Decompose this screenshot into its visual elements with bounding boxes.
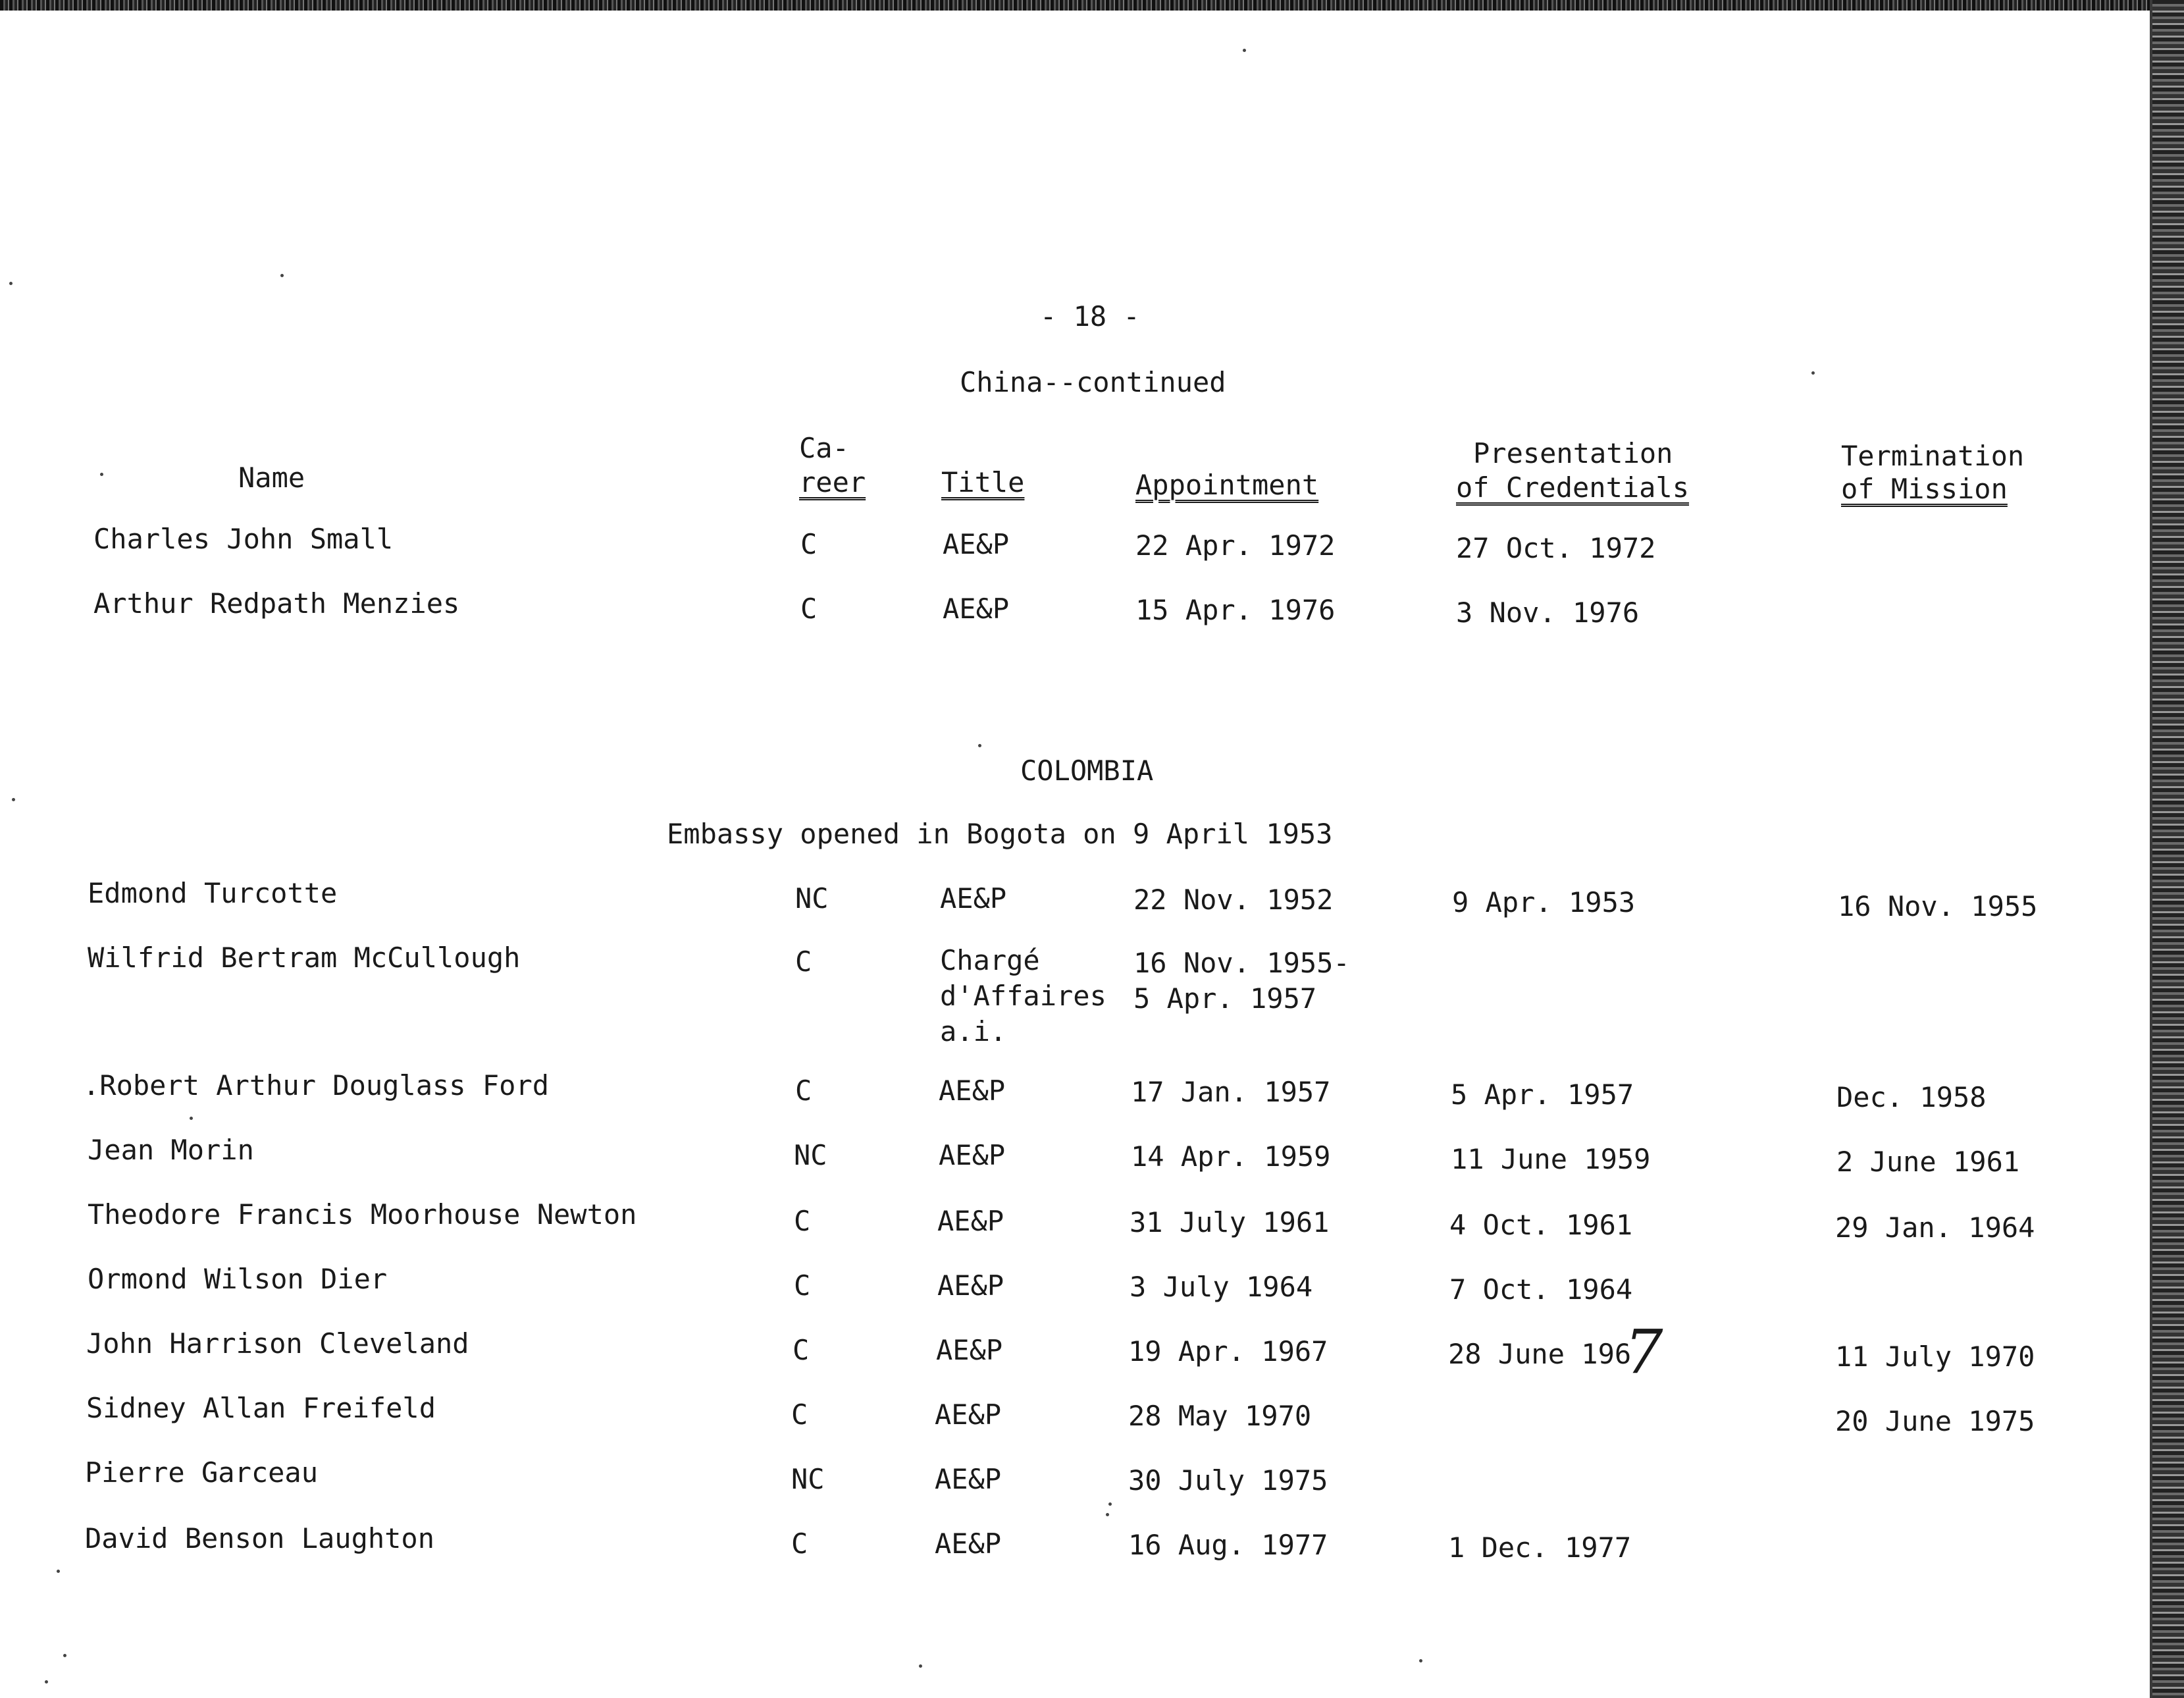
scan-speck	[978, 744, 981, 747]
row-name: Arthur Redpath Menzies	[93, 587, 460, 620]
row-termination: 2 June 1961	[1836, 1146, 2020, 1178]
scan-speck	[1108, 1502, 1112, 1506]
row-termination: 11 July 1970	[1835, 1340, 2035, 1373]
row-name: David Benson Laughton	[85, 1522, 435, 1554]
row-presentation: 1 Dec. 1977	[1448, 1531, 1632, 1564]
col-header-career-line2: reer	[799, 466, 866, 498]
row-appointment: 16 Aug. 1977	[1128, 1529, 1328, 1561]
row-career: NC	[791, 1463, 825, 1495]
row-career: NC	[795, 882, 829, 915]
row-appointment: 31 July 1961	[1130, 1206, 1330, 1238]
row-appointment: 14 Apr. 1959	[1131, 1140, 1331, 1173]
row-career: C	[795, 1075, 812, 1107]
row-name: Sidney Allan Freifeld	[86, 1392, 436, 1424]
row-career: C	[800, 528, 818, 560]
scan-right-shadow	[2150, 0, 2152, 1698]
row-name: John Harrison Cleveland	[86, 1327, 469, 1360]
col-header-termination-line1: Termination	[1841, 440, 2025, 472]
row-name: Pierre Garceau	[85, 1456, 319, 1489]
scan-speck	[919, 1664, 922, 1668]
row-termination: Dec. 1958	[1836, 1081, 1987, 1113]
row-appointment: 17 Jan. 1957	[1131, 1076, 1331, 1108]
scan-speck	[1106, 1513, 1109, 1516]
col-header-presentation-line2: of Credentials	[1456, 471, 1690, 504]
handwritten-correction: 7	[1625, 1317, 1663, 1387]
scan-speck	[100, 473, 103, 476]
row-title: AE&P	[937, 1205, 1004, 1237]
row-appointment: 15 Apr. 1976	[1135, 594, 1336, 626]
row-career: C	[800, 593, 818, 625]
col-header-presentation-line1: Presentation	[1473, 437, 1673, 469]
row-presentation: 3 Nov. 1976	[1456, 597, 1640, 629]
row-name: Charles John Small	[93, 523, 394, 555]
row-title: AE&P	[939, 1075, 1006, 1107]
row-career: NC	[794, 1139, 827, 1171]
scan-right-edge	[2152, 0, 2184, 1698]
row-title: AE&P	[937, 1269, 1004, 1302]
row-title: AE&P	[943, 593, 1010, 625]
row-appointment: 22 Apr. 1972	[1135, 529, 1336, 562]
row-name: Jean Morin	[88, 1134, 254, 1166]
row-name: Wilfrid Bertram McCullough	[88, 942, 521, 974]
row-presentation: 7 Oct. 1964	[1449, 1273, 1633, 1306]
col-header-name: Name	[238, 462, 305, 494]
row-title: AE&P	[935, 1463, 1002, 1495]
col-header-appointment: Appointment	[1135, 469, 1319, 501]
row-name: Ormond Wilson Dier	[88, 1263, 388, 1295]
row-name: Theodore Francis Moorhouse Newton	[88, 1198, 637, 1231]
row-termination: 20 June 1975	[1835, 1405, 2035, 1437]
row-career: C	[794, 1205, 811, 1237]
row-appointment: 30 July 1975	[1128, 1464, 1328, 1497]
row-title: Chargé d'Affaires a.i.	[940, 944, 1106, 1048]
row-title: AE&P	[940, 882, 1007, 915]
row-career: C	[793, 1334, 810, 1366]
col-header-career-line1: Ca-	[799, 432, 849, 464]
scan-speck	[9, 282, 13, 285]
scan-top-edge	[0, 0, 2184, 11]
row-presentation: 28 June 196	[1448, 1338, 1632, 1370]
row-appointment: 3 July 1964	[1130, 1271, 1313, 1303]
row-career: C	[794, 1269, 811, 1302]
scan-speck	[63, 1654, 66, 1657]
page-number: - 18 -	[1040, 300, 1140, 332]
row-title: AE&P	[936, 1334, 1003, 1366]
row-career: C	[791, 1398, 808, 1431]
row-appointment: 22 Nov. 1952	[1133, 884, 1334, 916]
row-presentation: 4 Oct. 1961	[1449, 1209, 1633, 1241]
scan-speck	[190, 1117, 193, 1120]
scan-speck	[45, 1680, 48, 1684]
row-presentation: 5 Apr. 1957	[1451, 1078, 1634, 1111]
col-header-termination-line2: of Mission	[1841, 473, 2008, 505]
row-presentation: 11 June 1959	[1451, 1143, 1651, 1175]
row-presentation: 27 Oct. 1972	[1456, 532, 1656, 564]
china-heading: China--continued	[960, 366, 1226, 398]
row-appointment: 19 Apr. 1967	[1128, 1335, 1328, 1367]
scan-speck	[1243, 49, 1246, 52]
row-title: AE&P	[935, 1398, 1002, 1431]
scan-speck	[1811, 371, 1815, 375]
scan-speck	[57, 1570, 60, 1573]
scan-speck	[12, 798, 15, 801]
colombia-heading: COLOMBIA	[1020, 755, 1154, 787]
row-career: C	[791, 1527, 808, 1560]
row-title: AE&P	[943, 528, 1010, 560]
colombia-subheading: Embassy opened in Bogota on 9 April 1953	[667, 818, 1333, 850]
row-termination: 29 Jan. 1964	[1835, 1211, 2035, 1244]
row-name: Edmond Turcotte	[88, 877, 338, 909]
col-header-title: Title	[941, 466, 1025, 498]
row-appointment: 28 May 1970	[1128, 1400, 1312, 1432]
scan-speck	[280, 274, 284, 277]
scan-speck	[1419, 1659, 1422, 1662]
row-termination: 16 Nov. 1955	[1838, 890, 2038, 922]
row-presentation: 9 Apr. 1953	[1452, 886, 1636, 918]
row-name: .Robert Arthur Douglass Ford	[83, 1069, 550, 1101]
row-career: C	[795, 945, 812, 978]
row-appointment: 16 Nov. 1955- 5 Apr. 1957	[1133, 947, 1350, 1015]
row-title: AE&P	[939, 1139, 1006, 1171]
row-title: AE&P	[935, 1527, 1002, 1560]
